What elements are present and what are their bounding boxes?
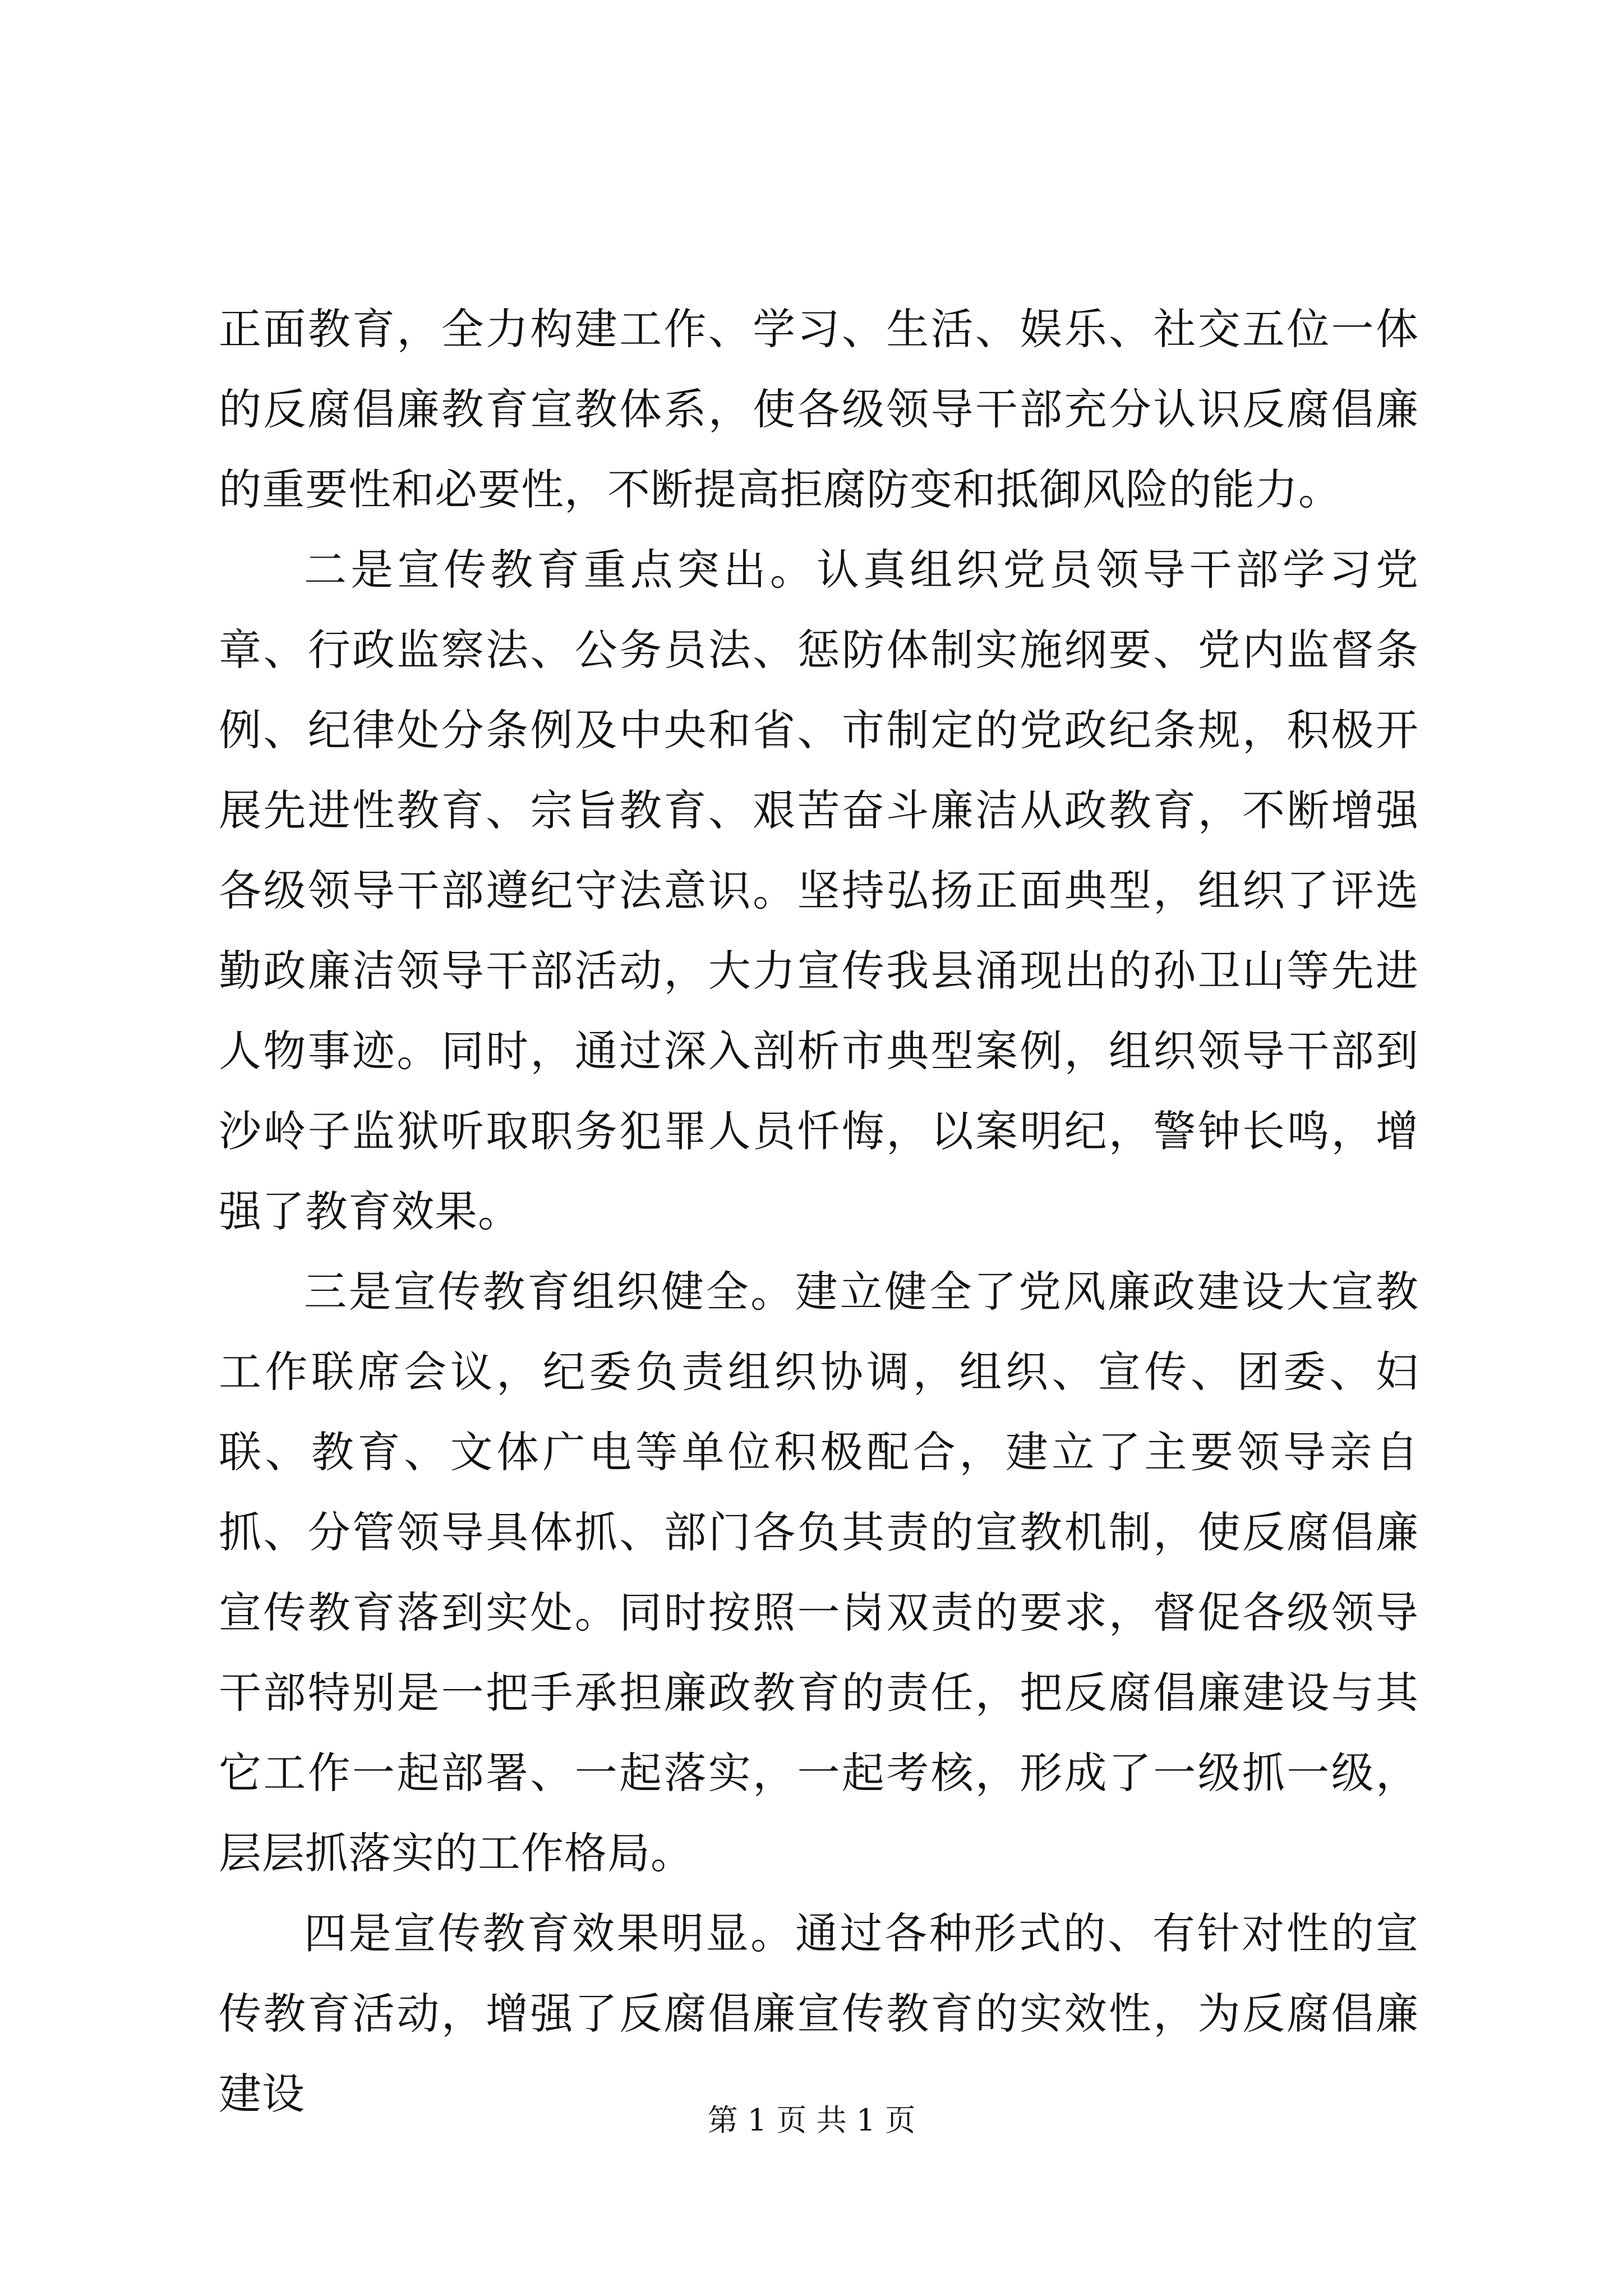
paragraph-point-four: 四是宣传教育效果明显。通过各种形式的、有针对性的宣传教育活动，增强了反腐倡廉宣传教育的实效性，为反腐倡廉建设 — [219, 1908, 1419, 2119]
paragraph-point-two: 二是宣传教育重点突出。认真组织党员领导干部学习党章、行政监察法、公务员法、惩防体制实施纲要、党内监督条例、纪律处分条例及中央和省、市制定的党政纪条规，积极开展先进性教育、宗旨教育、艰苦奋斗廉洁从政教育，不断增强各级领导干部遵纪守法意识。坚持弘扬正面典型，组织了评选勤政廉洁领导干部活动，大力宣传我县涌现出的孙卫山等先进人物事迹。同时，通过深入剖析市典型案例，组织领导干部到沙岭子监狱听取职务犯罪人员忏悔，以案明纪，警钟长鸣，增强了教育效果。 — [219, 545, 1419, 1236]
paragraph-point-three: 三是宣传教育组织健全。建立健全了党风廉政建设大宣教工作联席会议，纪委负责组织协调，组织、宣传、团委、妇联、教育、文体广电等单位积极配合，建立了主要领导亲自抓、分管领导具体抓、部门各负其责的宣教机制，使反腐倡廉宣传教育落到实处。同时按照一岗双责的要求，督促各级领导干部特别是一把手承担廉政教育的责任，把反腐倡廉建设与其它工作一起部署、一起落实，一起考核，形成了一级抓一级，层层抓落实的工作格局。 — [219, 1267, 1419, 1878]
paragraph-continuation: 正面教育，全力构建工作、学习、生活、娱乐、社交五位一体的反腐倡廉教育宣教体系，使各级领导干部充分认识反腐倡廉的重要性和必要性，不断提高拒腐防变和抵御风险的能力。 — [219, 304, 1419, 514]
document-body — [219, 289, 1419, 2134]
page-number-footer: 第 1 页 共 1 页 — [707, 2102, 916, 2138]
